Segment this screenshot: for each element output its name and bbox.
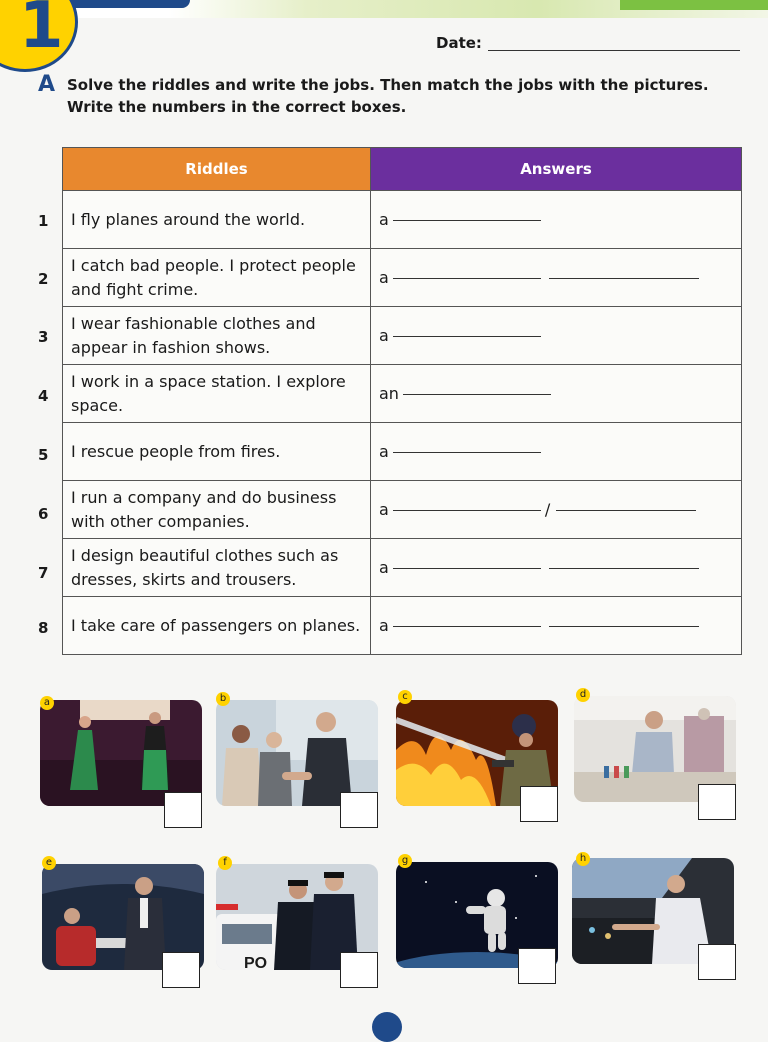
business-people-image (216, 700, 378, 806)
riddle-text: I design beautiful clothes such as dresses, skirts and trousers. (63, 539, 371, 597)
table-row (63, 307, 742, 365)
row-number: 2 (38, 270, 49, 288)
top-blue-stripe (70, 0, 190, 8)
answer-article: an (379, 383, 399, 403)
row-number: 4 (38, 387, 49, 405)
instructions: Solve the riddles and write the jobs. Then match the jobs with the pictures. Write the numbers in the correct boxes. (67, 76, 709, 116)
answer-blank[interactable] (393, 277, 541, 279)
header-answers: Answers (371, 148, 742, 191)
picture-fashion-models (40, 700, 202, 806)
answer-cell (371, 597, 742, 655)
answer-blank[interactable] (403, 393, 551, 395)
riddles-table (62, 147, 742, 655)
police-car-text: PO (244, 955, 268, 970)
section-letter: A (38, 72, 56, 97)
answer-blank[interactable] (556, 509, 696, 511)
riddle-text: I work in a space station. I explore space. (63, 365, 371, 423)
answer-cell (371, 249, 742, 307)
answer-blank[interactable] (393, 335, 541, 337)
picture-business-people (216, 700, 378, 806)
picture-label: b (216, 692, 230, 706)
answer-cell (371, 365, 742, 423)
riddle-text: I catch bad people. I protect people and fight crime. (63, 249, 371, 307)
answer-blank[interactable] (549, 625, 699, 627)
picture-label: f (218, 856, 232, 870)
fashion-models-image (40, 700, 202, 806)
answer-blank[interactable] (393, 219, 541, 221)
picture-label: e (42, 856, 56, 870)
answer-cell (371, 307, 742, 365)
answer-blank[interactable] (393, 567, 541, 569)
riddle-text: I run a company and do business with other companies. (63, 481, 371, 539)
answer-box[interactable] (520, 786, 558, 822)
date-input-line[interactable] (488, 50, 740, 51)
answer-box[interactable] (164, 792, 202, 828)
answer-article: a (379, 325, 389, 345)
answer-box[interactable] (340, 952, 378, 988)
answer-box[interactable] (340, 792, 378, 828)
table-row (63, 481, 742, 539)
unit-number: 1 (19, 0, 64, 63)
picture-label: h (576, 852, 590, 866)
answer-blank[interactable] (393, 509, 541, 511)
picture-label: g (398, 854, 412, 868)
answer-box[interactable] (698, 944, 736, 980)
answer-article: a (379, 499, 389, 519)
answer-box[interactable] (518, 948, 556, 984)
answer-cell (371, 191, 742, 249)
row-number: 3 (38, 328, 49, 346)
answer-box[interactable] (162, 952, 200, 988)
table-header-row (63, 148, 742, 191)
riddle-text: I fly planes around the world. (63, 191, 371, 249)
table-row (63, 365, 742, 423)
answer-cell (371, 423, 742, 481)
answer-blank[interactable] (393, 625, 541, 627)
answer-box[interactable] (698, 784, 736, 820)
answer-blank[interactable] (549, 567, 699, 569)
answer-article: a (379, 267, 389, 287)
picture-label: d (576, 688, 590, 702)
answer-article: a (379, 557, 389, 577)
row-number: 1 (38, 212, 49, 230)
answer-cell (371, 481, 742, 539)
answer-article: a (379, 615, 389, 635)
header-riddles: Riddles (63, 148, 371, 191)
answer-blank[interactable] (393, 451, 541, 453)
unit-badge (0, 0, 78, 72)
row-number: 7 (38, 564, 49, 582)
table-row (63, 191, 742, 249)
answer-article: a (379, 441, 389, 461)
table-row (63, 249, 742, 307)
date-label: Date: (436, 34, 482, 52)
answer-blank[interactable] (549, 277, 699, 279)
slash-separator: / (544, 499, 551, 519)
picture-label: c (398, 690, 412, 704)
top-green-tab (620, 0, 768, 10)
answer-article: a (379, 209, 389, 229)
answer-cell (371, 539, 742, 597)
page-number-badge (372, 1012, 402, 1042)
table-row (63, 539, 742, 597)
row-number: 8 (38, 619, 49, 637)
riddle-text: I take care of passengers on planes. (63, 597, 371, 655)
riddle-text: I wear fashionable clothes and appear in fashion shows. (63, 307, 371, 365)
picture-label: a (40, 696, 54, 710)
row-number: 6 (38, 505, 49, 523)
row-number: 5 (38, 446, 49, 464)
table-row (63, 597, 742, 655)
riddle-text: I rescue people from fires. (63, 423, 371, 481)
table-row (63, 423, 742, 481)
